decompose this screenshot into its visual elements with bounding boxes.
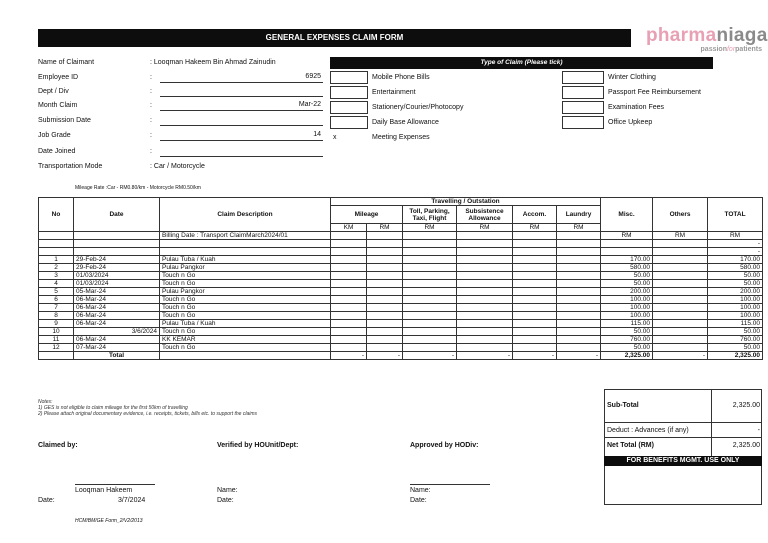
row-desc: Pulau Tuba / Kuah (160, 256, 331, 264)
month-claim-value: Mar-22 (298, 101, 321, 108)
row-misc: 170.00 (601, 256, 653, 264)
row-total: 760.00 (708, 336, 763, 344)
row-km (331, 264, 367, 272)
row-date: 07-Mar-24 (74, 344, 160, 352)
row-others (653, 288, 708, 296)
job-grade-field[interactable] (160, 129, 323, 141)
row-others (653, 280, 708, 288)
transport-mode-label: Transportation Mode (38, 163, 103, 170)
tick-box-entertainment[interactable] (330, 86, 368, 99)
col-misc: Misc. (601, 198, 653, 232)
mileage-rate-note: Mileage Rate :Car - RM0.80/km - Motorcycle RM0.50/km (75, 185, 201, 191)
transport-mode-value: : Car / Motorcycle (150, 163, 205, 170)
col-subsistence: Subsistence Allowance (457, 206, 513, 224)
table-row (39, 280, 763, 288)
claims-table (38, 197, 763, 360)
row-accom (513, 264, 557, 272)
row-desc: Touch n Go (160, 296, 331, 304)
logo-pharma: pharma (646, 25, 717, 46)
row-accom (513, 304, 557, 312)
total-misc: 2,325.00 (601, 352, 653, 360)
row-accom (513, 296, 557, 304)
colon: : (150, 132, 152, 139)
row-mileage-rm (367, 328, 403, 336)
row-others (653, 336, 708, 344)
job-grade-label: Job Grade (38, 132, 71, 139)
row-laundry (557, 336, 601, 344)
row-subsistence (457, 312, 513, 320)
row-misc: 100.00 (601, 296, 653, 304)
col-no: No (39, 198, 74, 232)
notes-title: Notes: (38, 399, 53, 405)
row-total: 170.00 (708, 256, 763, 264)
row-misc: 760.00 (601, 336, 653, 344)
table-row (39, 336, 763, 344)
claim-type-winter: Winter Clothing (608, 74, 656, 81)
date-joined-label: Date Joined (38, 148, 76, 155)
row-others (653, 328, 708, 336)
row-laundry (557, 264, 601, 272)
row-others (653, 256, 708, 264)
col-travelling: Travelling / Outstation (331, 198, 601, 206)
row-km (331, 288, 367, 296)
company-logo (646, 25, 768, 55)
verified-date-label: Date: (217, 497, 234, 504)
claimed-date-label: Date: (38, 497, 55, 504)
row-subsistence (457, 256, 513, 264)
unit-rm: RM (653, 232, 708, 240)
tick-box-exam[interactable] (562, 101, 604, 114)
row-others (653, 272, 708, 280)
unit-rm: RM (601, 232, 653, 240)
row-km (331, 296, 367, 304)
form-code: HCM/BM/GE Form_2/V2/2013 (75, 518, 143, 524)
row-toll (403, 320, 457, 328)
tick-mark (331, 119, 333, 126)
dept-label: Dept / Div (38, 88, 69, 95)
row-toll (403, 312, 457, 320)
row-km (331, 320, 367, 328)
row-date: 06-Mar-24 (74, 312, 160, 320)
row-misc: 50.00 (601, 272, 653, 280)
row-desc: Pulau Pangkor (160, 288, 331, 296)
row-no: 5 (39, 288, 74, 296)
row-toll (403, 296, 457, 304)
row-km (331, 328, 367, 336)
row-misc: 50.00 (601, 328, 653, 336)
row-date: 06-Mar-24 (74, 320, 160, 328)
row-mileage-rm (367, 320, 403, 328)
row-total: 100.00 (708, 296, 763, 304)
colon: : (150, 148, 152, 155)
row-desc: Touch n Go (160, 344, 331, 352)
row-subsistence (457, 272, 513, 280)
row-km (331, 280, 367, 288)
row-toll (403, 280, 457, 288)
row-toll (403, 256, 457, 264)
claim-type-header: Type of Claim (Please tick) (330, 57, 713, 69)
row-mileage-rm (367, 336, 403, 344)
row-mileage-rm (367, 304, 403, 312)
claim-type-upkeep: Office Upkeep (608, 119, 653, 126)
unit-rm: RM (367, 224, 403, 232)
approved-by-label: Approved by HODiv: (410, 442, 479, 449)
unit-rm: RM (513, 224, 557, 232)
row-subsistence (457, 304, 513, 312)
tick-mark (331, 89, 333, 96)
benefits-use-only: FOR BENEFITS MGMT. USE ONLY (604, 456, 762, 466)
col-date: Date (74, 198, 160, 232)
row-mileage-rm (367, 344, 403, 352)
claimant-name-value: : Looqman Hakeem Bin Ahmad Zainudin (150, 59, 276, 66)
row-date: 01/03/2024 (74, 280, 160, 288)
table-row (39, 328, 763, 336)
claimed-by-label: Claimed by: (38, 442, 78, 449)
submission-date-label: Submission Date (38, 117, 91, 124)
row-mileage-rm (367, 280, 403, 288)
tick-mark (331, 104, 333, 111)
row-total: 200.00 (708, 288, 763, 296)
col-total: TOTAL (708, 198, 763, 232)
row-subsistence (457, 264, 513, 272)
col-toll: Toll, Parking, Taxi, Flight (403, 206, 457, 224)
row-others (653, 320, 708, 328)
row-mileage-rm (367, 288, 403, 296)
row-mileage-rm (367, 312, 403, 320)
claim-type-daily-allowance: Daily Base Allowance (372, 119, 439, 126)
verified-by-label: Verified by HOUnit/Dept: (217, 442, 299, 449)
row-misc: 200.00 (601, 288, 653, 296)
unit-rm: RM (457, 224, 513, 232)
row-laundry (557, 256, 601, 264)
row-total: 580.00 (708, 264, 763, 272)
row-toll (403, 264, 457, 272)
claim-type-exam: Examination Fees (608, 104, 665, 111)
table-row (39, 296, 763, 304)
tick-mark (331, 74, 333, 81)
table-row (39, 304, 763, 312)
col-desc: Claim Description (160, 198, 331, 232)
row-km (331, 256, 367, 264)
row-misc: 50.00 (601, 344, 653, 352)
colon: : (150, 88, 152, 95)
tick-box-upkeep[interactable] (562, 116, 604, 129)
row-km (331, 312, 367, 320)
row-laundry (557, 320, 601, 328)
row-date: 01/03/2024 (74, 272, 160, 280)
row-mileage-rm (367, 256, 403, 264)
row-total: 50.00 (708, 344, 763, 352)
table-row (39, 232, 763, 240)
row-toll (403, 344, 457, 352)
row-km (331, 272, 367, 280)
table-row (39, 288, 763, 296)
row-total: 100.00 (708, 312, 763, 320)
row-accom (513, 256, 557, 264)
colon: : (150, 117, 152, 124)
row-toll (403, 304, 457, 312)
row-subsistence (457, 320, 513, 328)
row-desc: Touch n Go (160, 304, 331, 312)
total-subsistence: - (457, 352, 513, 360)
note-line-1: 1) GES is not eligible to claim mileage for the first 50km of travelling (38, 405, 188, 411)
row-date: 06-Mar-24 (74, 296, 160, 304)
claimed-date: 3/7/2024 (118, 497, 146, 504)
total-accom: - (513, 352, 557, 360)
tick-box-meeting[interactable]: x (333, 134, 337, 141)
row-misc: 580.00 (601, 264, 653, 272)
row-km (331, 336, 367, 344)
row-toll (403, 288, 457, 296)
total-row (39, 352, 763, 360)
notes (38, 399, 257, 417)
employee-id-value: 6925 (305, 73, 321, 80)
tick-box-mobile[interactable] (330, 71, 368, 84)
logo-tag-passion: passion (700, 46, 727, 53)
approved-date-label: Date: (410, 497, 427, 504)
row-date: 3/6/2024 (74, 328, 160, 336)
row-laundry (557, 272, 601, 280)
note-line-2: 2) Please attach original documentary evidence, i.e. receipts, tickets, bills etc. to support the claims (38, 411, 257, 417)
row-total: 50.00 (708, 272, 763, 280)
col-laundry: Laundry (557, 206, 601, 224)
row-accom (513, 272, 557, 280)
logo-niaga: niaga (716, 25, 768, 46)
row-subsistence (457, 344, 513, 352)
col-others: Others (653, 198, 708, 232)
approved-name-label: Name: (410, 487, 431, 494)
row-laundry (557, 328, 601, 336)
row-subsistence (457, 328, 513, 336)
row-no: 7 (39, 304, 74, 312)
row-desc: Touch n Go (160, 312, 331, 320)
total-laundry: - (557, 352, 601, 360)
employee-id-field[interactable] (160, 71, 323, 83)
row-accom (513, 328, 557, 336)
tick-box-stationery[interactable] (330, 101, 368, 114)
unit-km: KM (331, 224, 367, 232)
row-laundry (557, 288, 601, 296)
row-no: 2 (39, 264, 74, 272)
row-accom (513, 320, 557, 328)
job-grade-value: 14 (313, 131, 321, 138)
claim-type-mobile: Mobile Phone Bills (372, 74, 430, 81)
table-row (39, 264, 763, 272)
row-total: 100.00 (708, 304, 763, 312)
table-row (39, 272, 763, 280)
tick-box-winter[interactable] (562, 71, 604, 84)
row-subsistence (457, 296, 513, 304)
row-date: 06-Mar-24 (74, 304, 160, 312)
row-no: 1 (39, 256, 74, 264)
table-row (39, 312, 763, 320)
row-toll (403, 272, 457, 280)
row-mileage-rm (367, 272, 403, 280)
row-laundry (557, 304, 601, 312)
claimant-name: Looqman Hakeem (75, 487, 133, 494)
claim-type-meeting: Meeting Expenses (372, 134, 430, 141)
row-desc: Pulau Tuba / Kuah (160, 320, 331, 328)
colon: : (150, 74, 152, 81)
subtotal-label: Sub-Total (607, 402, 639, 409)
row-desc: Touch n Go (160, 272, 331, 280)
row-misc: 50.00 (601, 280, 653, 288)
row-mileage-rm (367, 264, 403, 272)
total-mileage-rm: - (367, 352, 403, 360)
claim-type-stationery: Stationery/Courier/Photocopy (372, 104, 464, 111)
row-mileage-rm (367, 296, 403, 304)
row-others (653, 296, 708, 304)
row-laundry (557, 312, 601, 320)
row-km (331, 344, 367, 352)
row-laundry (557, 296, 601, 304)
row-no: 4 (39, 280, 74, 288)
row-accom (513, 336, 557, 344)
row-total: 50.00 (708, 280, 763, 288)
row-total: 115.00 (708, 320, 763, 328)
row-date: 29-Feb-24 (74, 256, 160, 264)
row-date: 29-Feb-24 (74, 264, 160, 272)
row-desc: KK KEMAR (160, 336, 331, 344)
row-others (653, 264, 708, 272)
verified-name-label: Name: (217, 487, 238, 494)
row-accom (513, 344, 557, 352)
form-title: GENERAL EXPENSES CLAIM FORM (38, 29, 631, 47)
row-no: 9 (39, 320, 74, 328)
net-total-value: 2,325.00 (732, 442, 760, 449)
row-total: 50.00 (708, 328, 763, 336)
row-date: 06-Mar-24 (74, 336, 160, 344)
total-others: - (653, 352, 708, 360)
row-misc: 100.00 (601, 312, 653, 320)
claim-type-entertainment: Entertainment (372, 89, 416, 96)
row-no: 12 (39, 344, 74, 352)
month-claim-field[interactable] (160, 99, 323, 111)
row-subsistence (457, 288, 513, 296)
row-accom (513, 312, 557, 320)
row-desc: Pulau Pangkor (160, 264, 331, 272)
deduct-value: - (757, 427, 760, 434)
subtotal-value: 2,325.00 (732, 402, 760, 409)
deduct-label: Deduct : Advances (if any) (607, 427, 689, 434)
table-row (39, 248, 763, 256)
row-accom (513, 288, 557, 296)
logo-tag-for: for (726, 46, 736, 53)
billing-date: Billing Date : Transport ClaimMarch2024/01 (160, 232, 331, 240)
unit-rm: RM (557, 224, 601, 232)
row-subsistence (457, 336, 513, 344)
colon: : (150, 102, 152, 109)
unit-rm: RM (403, 224, 457, 232)
col-accom: Accom. (513, 206, 557, 224)
row-km (331, 304, 367, 312)
row-others (653, 312, 708, 320)
row-misc: 115.00 (601, 320, 653, 328)
row-others (653, 344, 708, 352)
grand-total: 2,325.00 (708, 352, 763, 360)
employee-id-label: Employee ID (38, 74, 79, 81)
total-label: Total (74, 352, 160, 360)
row-no: 10 (39, 328, 74, 336)
row-date: 05-Mar-24 (74, 288, 160, 296)
unit-rm: RM (708, 232, 763, 240)
row-no: 6 (39, 296, 74, 304)
row-others (653, 304, 708, 312)
table-row (39, 240, 763, 248)
row-laundry (557, 344, 601, 352)
total-toll: - (403, 352, 457, 360)
row-desc: Touch n Go (160, 280, 331, 288)
row-desc: Touch n Go (160, 328, 331, 336)
tick-box-passport[interactable] (562, 86, 604, 99)
row-misc: 100.00 (601, 304, 653, 312)
table-row (39, 320, 763, 328)
col-mileage: Mileage (331, 206, 403, 224)
row-toll (403, 328, 457, 336)
claim-type-passport: Passport Fee Reimbursement (608, 89, 701, 96)
logo-tag-patients: patients (735, 46, 762, 53)
row-total: - (708, 248, 763, 256)
row-laundry (557, 280, 601, 288)
net-total-label: Net Total (RM) (607, 442, 654, 449)
table-row (39, 344, 763, 352)
total-km: - (331, 352, 367, 360)
row-total: - (708, 240, 763, 248)
table-row (39, 256, 763, 264)
date-joined-field[interactable] (160, 145, 323, 157)
row-toll (403, 336, 457, 344)
dept-field[interactable] (160, 85, 323, 97)
row-subsistence (457, 280, 513, 288)
tick-box-daily-allowance[interactable] (330, 116, 368, 129)
row-no: 8 (39, 312, 74, 320)
submission-date-field[interactable] (160, 114, 323, 126)
row-accom (513, 280, 557, 288)
month-claim-label: Month Claim (38, 102, 78, 109)
row-no: 11 (39, 336, 74, 344)
claimant-name-label: Name of Claimant (38, 59, 95, 66)
row-no: 3 (39, 272, 74, 280)
